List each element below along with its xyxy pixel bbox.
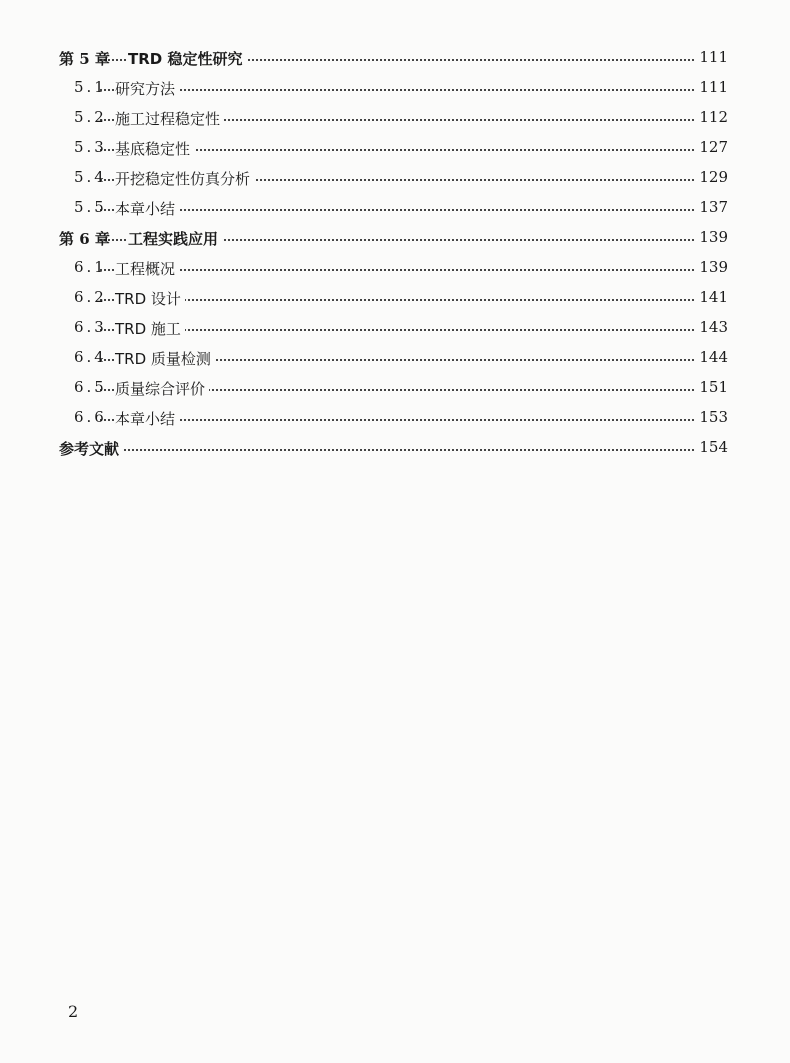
toc-entry-section-6-3[interactable] — [0, 312, 790, 342]
section-number: 6.5 — [74, 378, 107, 396]
page-number: 153 — [695, 408, 728, 426]
section-title: TRD 施工 — [115, 318, 185, 339]
toc-entry-section-5-1[interactable] — [0, 72, 790, 102]
section-title: 施工过程稳定性 — [115, 108, 224, 129]
dot-leader — [100, 89, 698, 91]
table-of-contents — [0, 42, 790, 462]
page-number: 143 — [695, 318, 728, 336]
toc-entry-section-5-3[interactable] — [0, 132, 790, 162]
toc-entry-section-5-4[interactable] — [0, 162, 790, 192]
page-number: 139 — [695, 258, 728, 276]
page-number: 111 — [695, 48, 728, 66]
page-number: 112 — [695, 108, 728, 126]
section-title: 本章小结 — [115, 408, 179, 429]
section-number: 6.2 — [74, 288, 107, 306]
section-title: 本章小结 — [115, 198, 179, 219]
section-title: 工程概况 — [115, 258, 179, 279]
toc-entry-section-6-4[interactable] — [0, 342, 790, 372]
page-folio: 2 — [68, 1002, 79, 1021]
section-number: 6.3 — [74, 318, 107, 336]
section-number: 6.6 — [74, 408, 107, 426]
dot-leader — [100, 269, 698, 271]
references-title: 参考文献 — [59, 438, 123, 459]
section-number: 6.4 — [74, 348, 107, 366]
section-number: 5.1 — [74, 78, 107, 96]
chapter-title: TRD 稳定性研究 — [128, 48, 246, 69]
toc-entry-references[interactable] — [0, 432, 790, 462]
page-number: 144 — [695, 348, 728, 366]
dot-leader — [100, 449, 698, 451]
page-number: 127 — [695, 138, 728, 156]
dot-leader — [100, 299, 698, 301]
chapter-title: 工程实践应用 — [128, 228, 222, 249]
page-number: 129 — [695, 168, 728, 186]
page-number: 139 — [695, 228, 728, 246]
chapter-number: 第 5 章 — [59, 50, 110, 68]
page-number: 137 — [695, 198, 728, 216]
toc-entry-chapter-5[interactable] — [0, 42, 790, 72]
dot-leader — [100, 209, 698, 211]
section-title: 质量综合评价 — [115, 378, 209, 399]
section-number: 6.1 — [74, 258, 107, 276]
page-number: 111 — [695, 78, 728, 96]
dot-leader — [100, 419, 698, 421]
section-title: TRD 质量检测 — [115, 348, 215, 369]
section-number: 5.3 — [74, 138, 107, 156]
section-title: 研究方法 — [115, 78, 179, 99]
page-number: 151 — [695, 378, 728, 396]
toc-entry-section-6-2[interactable] — [0, 282, 790, 312]
section-number: 5.2 — [74, 108, 107, 126]
toc-entry-section-6-6[interactable] — [0, 402, 790, 432]
section-number: 5.5 — [74, 198, 107, 216]
section-number: 5.4 — [74, 168, 107, 186]
chapter-number: 第 6 章 — [59, 230, 110, 248]
section-title: 基底稳定性 — [115, 138, 194, 159]
section-title: 开挖稳定性仿真分析 — [115, 168, 254, 189]
toc-entry-section-6-5[interactable] — [0, 372, 790, 402]
toc-entry-chapter-6[interactable] — [0, 222, 790, 252]
section-title: TRD 设计 — [115, 288, 185, 309]
toc-entry-section-5-5[interactable] — [0, 192, 790, 222]
dot-leader — [100, 329, 698, 331]
toc-entry-section-5-2[interactable] — [0, 102, 790, 132]
page-number: 141 — [695, 288, 728, 306]
page-number: 154 — [695, 438, 728, 456]
toc-entry-section-6-1[interactable] — [0, 252, 790, 282]
